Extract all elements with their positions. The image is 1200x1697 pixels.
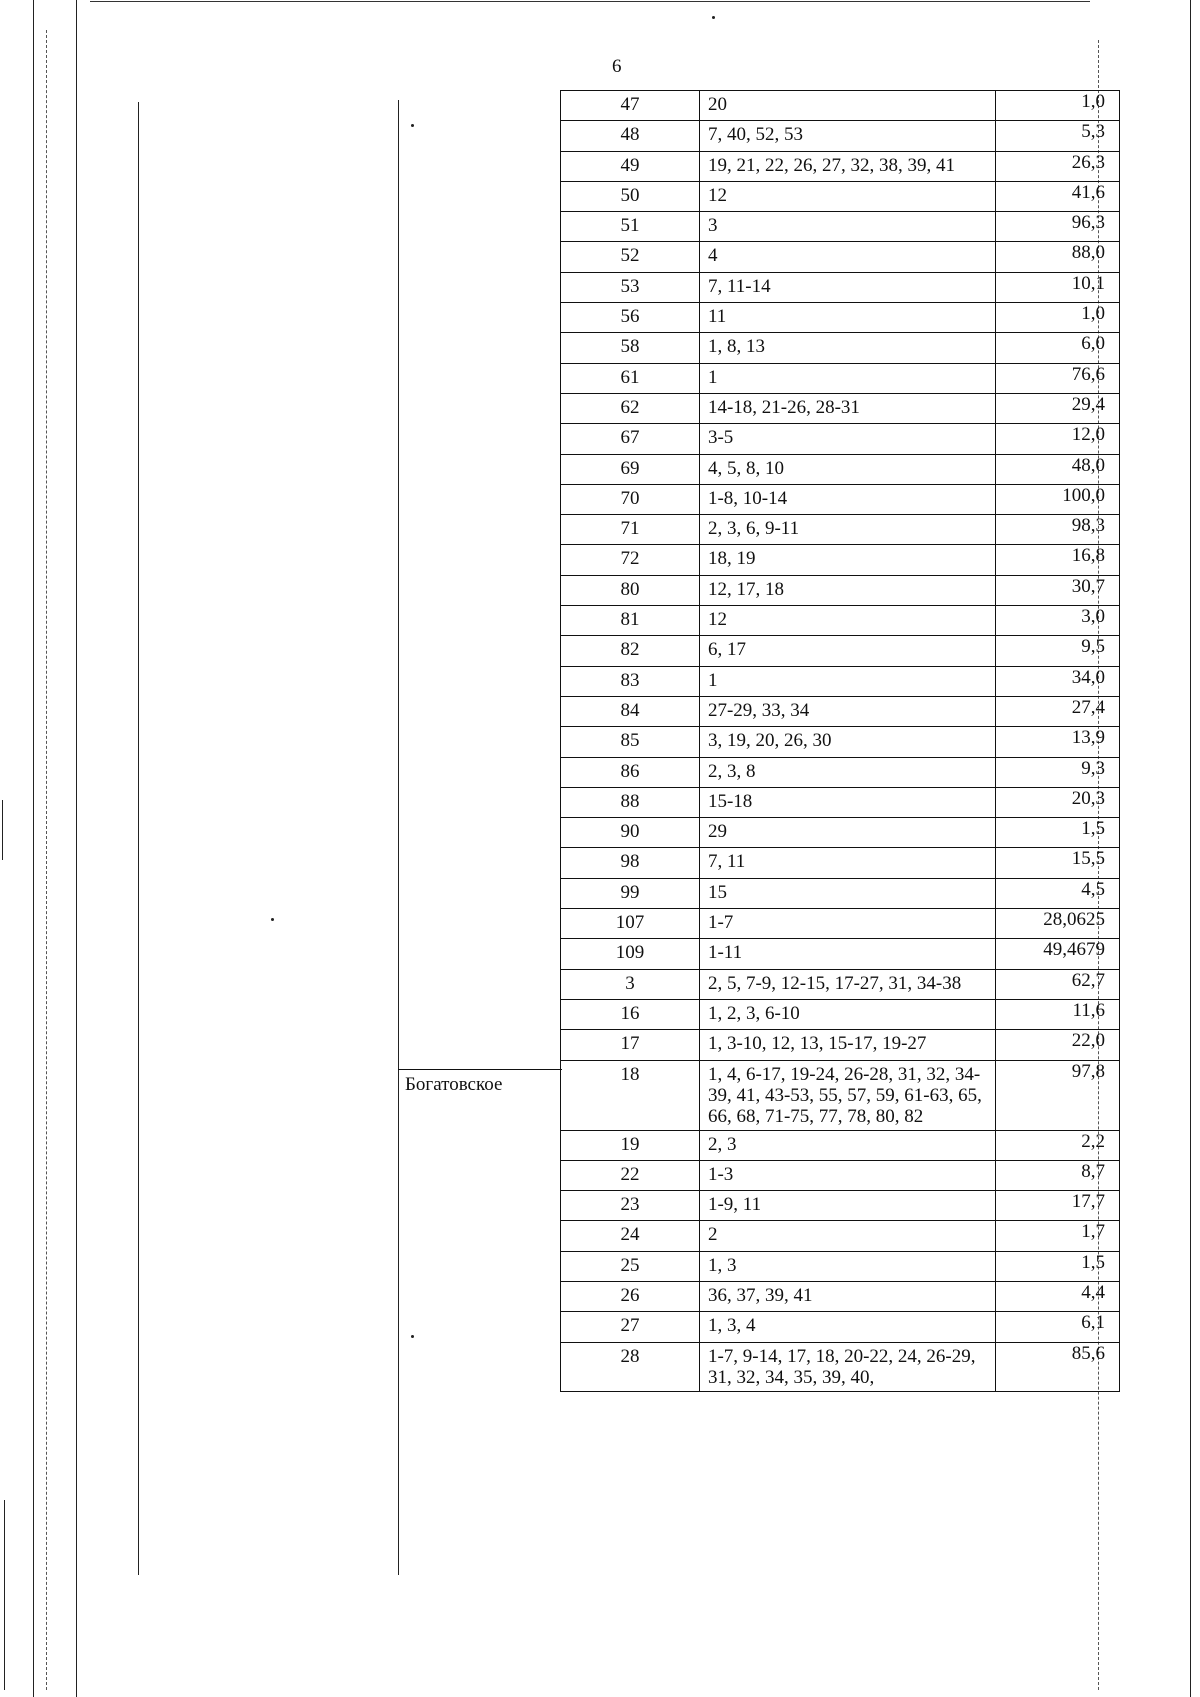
area-cell: 22,0: [995, 1030, 1119, 1060]
top-edge-line: [90, 1, 1090, 2]
quarter-number-cell: 49: [561, 151, 700, 181]
quarter-number-cell: 86: [561, 757, 700, 787]
table-row: [561, 1130, 1120, 1160]
plot-numbers-cell: 19, 21, 22, 26, 27, 32, 38, 39, 41: [699, 151, 995, 181]
quarter-number-cell: 84: [561, 696, 700, 726]
plot-numbers-cell: 20: [699, 91, 995, 121]
table-row: [561, 1251, 1120, 1281]
quarter-number-cell: 56: [561, 303, 700, 333]
quarter-number-cell: 62: [561, 393, 700, 423]
table-row: [561, 151, 1120, 181]
area-cell: 4,4: [995, 1281, 1119, 1311]
left-margin-line: [33, 0, 34, 1697]
table-row: [561, 1030, 1120, 1060]
area-cell: 1,5: [995, 1251, 1119, 1281]
area-cell: 9,3: [995, 757, 1119, 787]
quarter-number-cell: 16: [561, 999, 700, 1029]
plot-numbers-cell: 1, 2, 3, 6-10: [699, 999, 995, 1029]
plot-numbers-cell: 2, 3, 6, 9-11: [699, 515, 995, 545]
area-cell: 1,0: [995, 91, 1119, 121]
area-cell: 5,3: [995, 121, 1119, 151]
plot-numbers-cell: 36, 37, 39, 41: [699, 1281, 995, 1311]
plot-numbers-cell: 1, 8, 13: [699, 333, 995, 363]
quarter-number-cell: 53: [561, 272, 700, 302]
table-row: [561, 1281, 1120, 1311]
quarter-number-cell: 47: [561, 91, 700, 121]
area-cell: 6,1: [995, 1312, 1119, 1342]
area-cell: 15,5: [995, 848, 1119, 878]
plot-numbers-cell: 1-7: [699, 909, 995, 939]
plot-numbers-cell: 29: [699, 818, 995, 848]
area-cell: 48,0: [995, 454, 1119, 484]
quarter-number-cell: 28: [561, 1342, 700, 1391]
quarter-number-cell: 71: [561, 515, 700, 545]
right-edge-line: [1190, 0, 1191, 1697]
plot-numbers-cell: 12: [699, 606, 995, 636]
plot-numbers-cell: 18, 19: [699, 545, 995, 575]
table-row: [561, 545, 1120, 575]
quarter-number-cell: 19: [561, 1130, 700, 1160]
plot-numbers-cell: 3-5: [699, 424, 995, 454]
table-row: [561, 1060, 1120, 1130]
quarter-number-cell: 3: [561, 969, 700, 999]
area-cell: 62,7: [995, 969, 1119, 999]
quarter-number-cell: 82: [561, 636, 700, 666]
area-cell: 4,5: [995, 878, 1119, 908]
quarter-number-cell: 67: [561, 424, 700, 454]
table-row: [561, 1312, 1120, 1342]
plot-numbers-cell: 1, 3: [699, 1251, 995, 1281]
table-row: [561, 1221, 1120, 1251]
quarter-number-cell: 52: [561, 242, 700, 272]
area-cell: 8,7: [995, 1160, 1119, 1190]
table-row: [561, 848, 1120, 878]
area-cell: 28,0625: [995, 909, 1119, 939]
left-margin-line-inner: [76, 0, 77, 1697]
scan-speck: [712, 16, 715, 19]
table-row: [561, 666, 1120, 696]
table-row: [561, 1191, 1120, 1221]
quarter-number-cell: 90: [561, 818, 700, 848]
table-row: [561, 424, 1120, 454]
area-cell: 9,5: [995, 636, 1119, 666]
quarter-number-cell: 107: [561, 909, 700, 939]
plot-numbers-cell: 15: [699, 878, 995, 908]
plot-numbers-cell: 1-9, 11: [699, 1191, 995, 1221]
left-edge-line: [2, 800, 3, 860]
plot-numbers-cell: 1-7, 9-14, 17, 18, 20-22, 24, 26-29, 31, 32, 34, 35, 39, 40,: [699, 1342, 995, 1391]
plot-numbers-cell: 11: [699, 303, 995, 333]
table-row: [561, 1342, 1120, 1391]
table-row: [561, 787, 1120, 817]
area-cell: 34,0: [995, 666, 1119, 696]
quarter-number-cell: 85: [561, 727, 700, 757]
plot-numbers-cell: 1: [699, 363, 995, 393]
table-row: [561, 969, 1120, 999]
quarter-number-cell: 22: [561, 1160, 700, 1190]
quarter-number-cell: 99: [561, 878, 700, 908]
plot-numbers-cell: 27-29, 33, 34: [699, 696, 995, 726]
plot-numbers-cell: 4, 5, 8, 10: [699, 454, 995, 484]
quarter-number-cell: 18: [561, 1060, 700, 1130]
quarter-number-cell: 48: [561, 121, 700, 151]
table-row: [561, 575, 1120, 605]
quarter-number-cell: 70: [561, 484, 700, 514]
area-cell: 2,2: [995, 1130, 1119, 1160]
plot-numbers-cell: 2: [699, 1221, 995, 1251]
table-row: [561, 181, 1120, 211]
area-cell: 12,0: [995, 424, 1119, 454]
area-cell: 29,4: [995, 393, 1119, 423]
table-row: [561, 333, 1120, 363]
district-name: Богатовское: [405, 1074, 503, 1095]
area-cell: 76,6: [995, 363, 1119, 393]
plot-numbers-cell: 3: [699, 212, 995, 242]
table-row: [561, 999, 1120, 1029]
scan-speck: [271, 918, 274, 921]
plot-numbers-cell: 1, 4, 6-17, 19-24, 26-28, 31, 32, 34-39, 41, 43-53, 55, 57, 59, 61-63, 65, 66, 68, 71-75, 77, 78, 80, 82: [699, 1060, 995, 1130]
table-row: [561, 757, 1120, 787]
area-cell: 20,3: [995, 787, 1119, 817]
scan-speck: [411, 1335, 414, 1338]
plot-numbers-cell: 6, 17: [699, 636, 995, 666]
table-row: [561, 1160, 1120, 1190]
quarter-number-cell: 17: [561, 1030, 700, 1060]
area-cell: 27,4: [995, 696, 1119, 726]
table-row: [561, 393, 1120, 423]
table-row: [561, 878, 1120, 908]
table-row: [561, 121, 1120, 151]
table-row: [561, 91, 1120, 121]
quarter-number-cell: 109: [561, 939, 700, 969]
quarter-number-cell: 83: [561, 666, 700, 696]
quarter-number-cell: 50: [561, 181, 700, 211]
quarter-number-cell: 72: [561, 545, 700, 575]
table-row: [561, 242, 1120, 272]
area-cell: 49,4679: [995, 939, 1119, 969]
plot-numbers-cell: 4: [699, 242, 995, 272]
plot-numbers-cell: 1, 3, 4: [699, 1312, 995, 1342]
area-cell: 16,8: [995, 545, 1119, 575]
area-cell: 96,3: [995, 212, 1119, 242]
area-cell: 3,0: [995, 606, 1119, 636]
area-cell: 97,8: [995, 1060, 1119, 1130]
plot-numbers-cell: 1: [699, 666, 995, 696]
quarter-number-cell: 23: [561, 1191, 700, 1221]
plot-numbers-cell: 3, 19, 20, 26, 30: [699, 727, 995, 757]
area-cell: 100,0: [995, 484, 1119, 514]
plot-numbers-cell: 12: [699, 181, 995, 211]
quarter-number-cell: 81: [561, 606, 700, 636]
table-row: [561, 272, 1120, 302]
plots-table-body: [561, 91, 1120, 1392]
area-cell: 30,7: [995, 575, 1119, 605]
quarter-number-cell: 51: [561, 212, 700, 242]
plot-numbers-cell: 15-18: [699, 787, 995, 817]
district-separator: [398, 1069, 562, 1070]
quarter-number-cell: 61: [561, 363, 700, 393]
quarter-number-cell: 88: [561, 787, 700, 817]
area-cell: 11,6: [995, 999, 1119, 1029]
table-row: [561, 606, 1120, 636]
quarter-number-cell: 98: [561, 848, 700, 878]
plot-numbers-cell: 7, 11: [699, 848, 995, 878]
area-cell: 41,6: [995, 181, 1119, 211]
plot-numbers-cell: 2, 5, 7-9, 12-15, 17-27, 31, 34-38: [699, 969, 995, 999]
plot-numbers-cell: 1-3: [699, 1160, 995, 1190]
page-number: 6: [612, 56, 622, 77]
scan-speck: [411, 124, 414, 127]
table-row: [561, 696, 1120, 726]
area-cell: 98,3: [995, 515, 1119, 545]
table-row: [561, 636, 1120, 666]
quarter-number-cell: 26: [561, 1281, 700, 1311]
plot-numbers-cell: 1, 3-10, 12, 13, 15-17, 19-27: [699, 1030, 995, 1060]
area-cell: 88,0: [995, 242, 1119, 272]
table-row: [561, 484, 1120, 514]
column-rule-right: [398, 100, 399, 1575]
table-row: [561, 818, 1120, 848]
plot-numbers-cell: 7, 11-14: [699, 272, 995, 302]
plot-numbers-cell: 14-18, 21-26, 28-31: [699, 393, 995, 423]
table-row: [561, 454, 1120, 484]
quarter-number-cell: 25: [561, 1251, 700, 1281]
table-row: [561, 727, 1120, 757]
table-row: [561, 303, 1120, 333]
left-margin-dash: [46, 30, 47, 1690]
quarter-number-cell: 69: [561, 454, 700, 484]
plot-numbers-cell: 12, 17, 18: [699, 575, 995, 605]
column-rule-left: [138, 102, 139, 1575]
area-cell: 10,1: [995, 272, 1119, 302]
quarter-number-cell: 24: [561, 1221, 700, 1251]
plot-numbers-cell: 1-11: [699, 939, 995, 969]
area-cell: 1,0: [995, 303, 1119, 333]
left-edge-line-bottom: [4, 1500, 5, 1690]
plot-numbers-cell: 1-8, 10-14: [699, 484, 995, 514]
table-row: [561, 909, 1120, 939]
plots-table: [560, 90, 1120, 1392]
table-row: [561, 939, 1120, 969]
area-cell: 26,3: [995, 151, 1119, 181]
area-cell: 1,7: [995, 1221, 1119, 1251]
area-cell: 85,6: [995, 1342, 1119, 1391]
plot-numbers-cell: 2, 3: [699, 1130, 995, 1160]
plot-numbers-cell: 2, 3, 8: [699, 757, 995, 787]
table-row: [561, 363, 1120, 393]
area-cell: 6,0: [995, 333, 1119, 363]
quarter-number-cell: 27: [561, 1312, 700, 1342]
area-cell: 1,5: [995, 818, 1119, 848]
quarter-number-cell: 80: [561, 575, 700, 605]
table-row: [561, 515, 1120, 545]
plot-numbers-cell: 7, 40, 52, 53: [699, 121, 995, 151]
table-row: [561, 212, 1120, 242]
area-cell: 17,7: [995, 1191, 1119, 1221]
area-cell: 13,9: [995, 727, 1119, 757]
quarter-number-cell: 58: [561, 333, 700, 363]
